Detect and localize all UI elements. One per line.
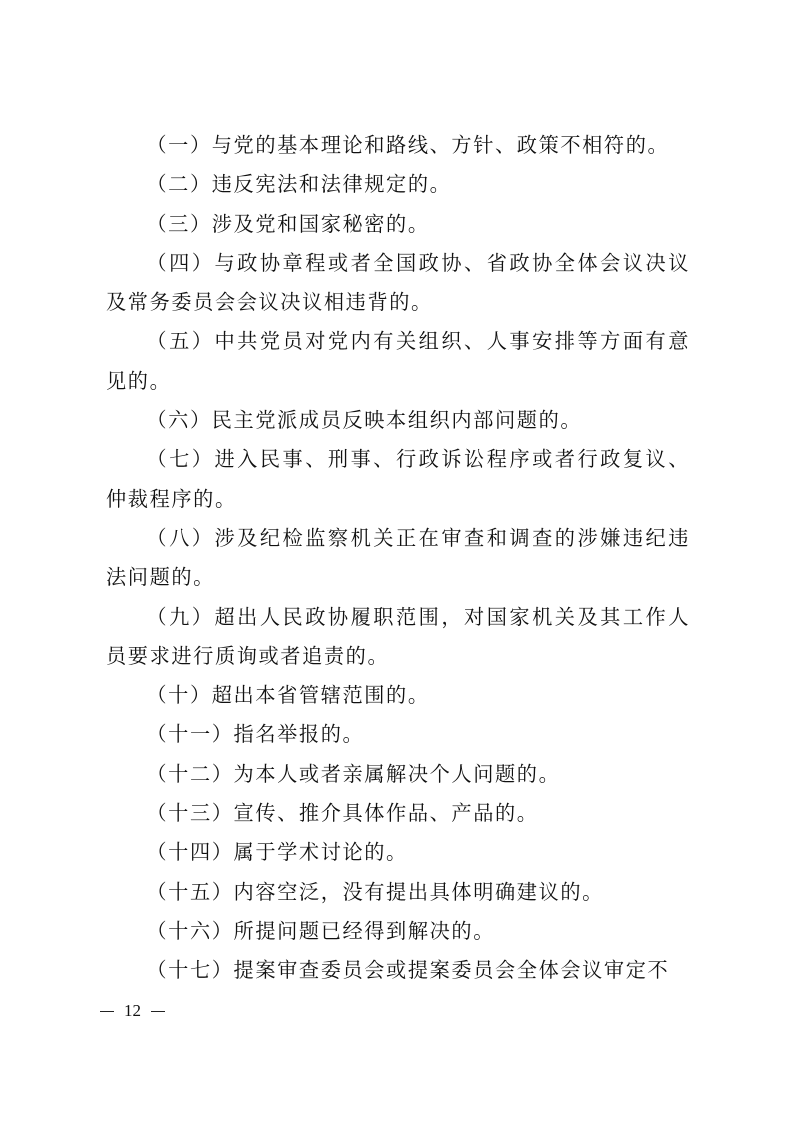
page-number-dash-left <box>100 1011 114 1012</box>
page-number <box>100 1000 200 1022</box>
document-body <box>106 126 690 991</box>
paragraph-item-13: （十三）宣传、推介具体作品、产品的。 <box>146 801 539 826</box>
paragraph-item-2: （二）违反宪法和法律规定的。 <box>146 172 452 197</box>
paragraph-item-17: （十七）提案审查委员会或提案委员会全体会议审定不 <box>146 958 670 983</box>
page-number-value: 12 <box>124 1001 141 1020</box>
paragraph-item-10: （十）超出本省管辖范围的。 <box>146 683 430 708</box>
paragraph-item-16: （十六）所提问题已经得到解决的。 <box>146 918 495 943</box>
paragraph-item-5: （五）中共党员对党内有关组织、人事安排等方面有意见的。 <box>106 329 690 393</box>
paragraph-item-4: （四）与政协章程或者全国政协、省政协全体会议决议及常务委员会会议决议相违背的。 <box>106 250 690 315</box>
paragraph-item-1: （一）与党的基本理论和路线、方针、政策不相符的。 <box>146 133 670 157</box>
paragraph-item-8: （八）涉及纪检监察机关正在审查和调查的涉嫌违纪违法问题的。 <box>106 525 690 590</box>
paragraph-item-7: （七）进入民事、刑事、行政诉讼程序或者行政复议、仲裁程序的。 <box>106 447 690 511</box>
paragraph-item-6: （六）民主党派成员反映本组织内部问题的。 <box>146 408 583 433</box>
paragraph-item-11: （十一）指名举报的。 <box>146 722 365 747</box>
page-number-dash-right <box>151 1011 165 1012</box>
paragraph-item-3: （三）涉及党和国家秘密的。 <box>146 211 430 236</box>
paragraph-item-15: （十五）内容空泛，没有提出具体明确建议的。 <box>146 879 604 904</box>
paragraph-item-14: （十四）属于学术讨论的。 <box>146 840 408 865</box>
paragraph-item-9: （九）超出人民政协履职范围，对国家机关及其工作人员要求进行质询或者追责的。 <box>106 604 690 668</box>
paragraph-item-12: （十二）为本人或者亲属解决个人问题的。 <box>146 761 561 786</box>
